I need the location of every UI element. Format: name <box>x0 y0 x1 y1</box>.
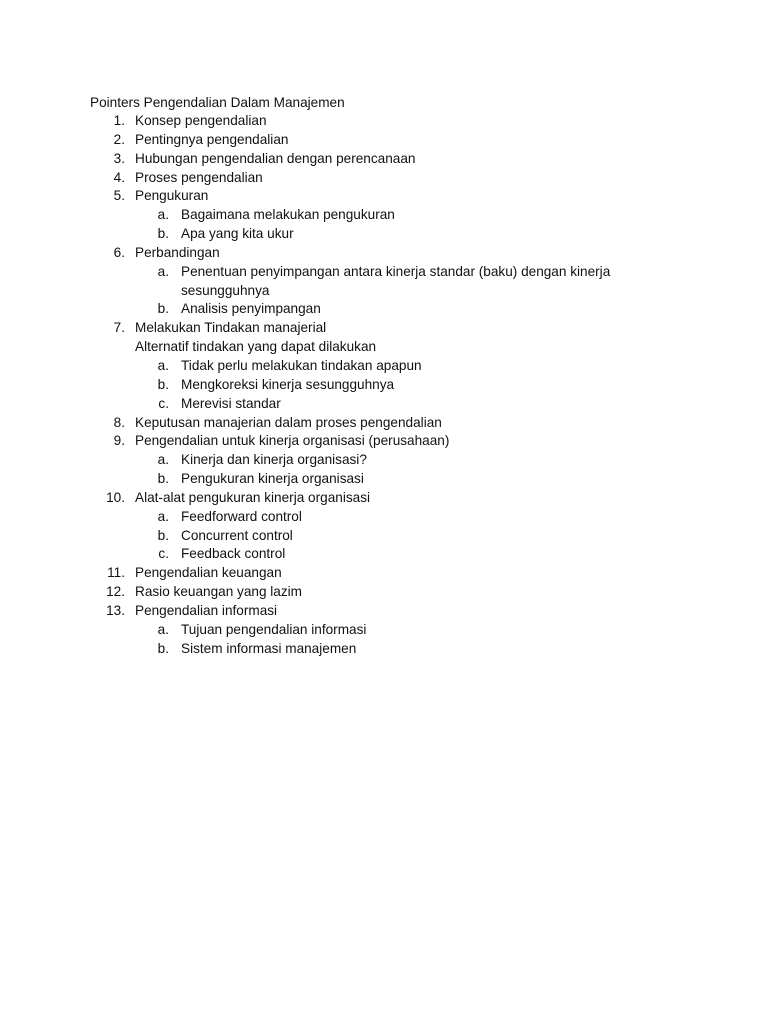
list-item-text: Melakukan Tindakan manajerial <box>135 320 327 336</box>
list-item <box>0 131 768 150</box>
sub-list-item <box>0 395 768 414</box>
list-item <box>0 169 768 188</box>
outline-list <box>0 112 768 658</box>
list-item-text: Feedforward control <box>181 508 302 524</box>
list-item-text: Rasio keuangan yang lazim <box>135 584 303 600</box>
list-item-text: Hubungan pengendalian dengan perencanaan <box>135 150 416 166</box>
list-item-text: Penentuan penyimpangan antara kinerja standar (baku) dengan kinerja <box>181 263 611 279</box>
list-marker: b. <box>157 301 169 317</box>
list-item-text: Pengendalian informasi <box>135 602 278 618</box>
list-marker: 6. <box>113 244 125 260</box>
list-item-text: Merevisi standar <box>181 395 281 411</box>
list-item <box>0 564 768 583</box>
list-item <box>0 583 768 602</box>
list-item-text: Alternatif tindakan yang dapat dilakukan <box>135 339 377 355</box>
list-marker: 4. <box>113 169 125 185</box>
list-marker: a. <box>157 357 169 373</box>
list-marker: c. <box>158 546 169 562</box>
list-item-text: sesungguhnya <box>181 282 270 298</box>
sub-list-item <box>0 470 768 489</box>
sub-list-item <box>0 621 768 640</box>
sub-list-item <box>0 545 768 564</box>
list-item-text: Pengukuran <box>135 188 209 204</box>
list-item-text: Konsep pengendalian <box>135 113 267 128</box>
list-item-text: Alat-alat pengukuran kinerja organisasi <box>135 489 371 505</box>
list-item-text: Pentingnya pengendalian <box>135 131 289 147</box>
list-item-text: Keputusan manajerian dalam proses pengendalian <box>135 414 442 430</box>
list-item <box>0 414 768 433</box>
sub-list-item <box>0 282 768 301</box>
list-item <box>0 602 768 621</box>
list-item <box>0 112 768 131</box>
list-marker: 2. <box>113 131 125 147</box>
list-marker: 8. <box>113 414 125 430</box>
list-item-text: Sistem informasi manajemen <box>181 640 357 656</box>
list-item-text: Concurrent control <box>181 527 293 543</box>
list-item-text: Analisis penyimpangan <box>181 301 321 317</box>
list-marker: b. <box>157 471 169 487</box>
list-marker: 13. <box>106 602 125 618</box>
list-item-text: Apa yang kita ukur <box>181 226 294 242</box>
list-marker: b. <box>157 527 169 543</box>
list-marker: 5. <box>113 188 125 204</box>
list-item <box>0 244 768 263</box>
list-marker: a. <box>157 452 169 468</box>
list-marker: a. <box>157 621 169 637</box>
list-item-text: Mengkoreksi kinerja sesungguhnya <box>181 376 395 392</box>
list-item-text: Pengukuran kinerja organisasi <box>181 471 364 487</box>
list-item <box>0 489 768 508</box>
list-item-text: Proses pengendalian <box>135 169 263 185</box>
document-title: Pointers Pengendalian Dalam Manajemen <box>90 95 345 110</box>
list-item-text: Pengendalian keuangan <box>135 565 282 581</box>
list-marker: a. <box>157 263 169 279</box>
list-marker: 9. <box>113 433 125 449</box>
list-item <box>0 319 768 338</box>
list-marker: b. <box>157 226 169 242</box>
sub-list-item <box>0 451 768 470</box>
list-item-text: Feedback control <box>181 546 286 562</box>
list-marker: 12. <box>106 584 125 600</box>
list-item <box>0 150 768 169</box>
sub-list-item <box>0 300 768 319</box>
list-marker: a. <box>157 207 169 223</box>
list-item <box>0 187 768 206</box>
list-marker: b. <box>157 376 169 392</box>
sub-list-item <box>0 640 768 659</box>
list-marker: 3. <box>113 150 125 166</box>
list-marker: b. <box>157 640 169 656</box>
sub-list-item <box>0 263 768 282</box>
list-item-text: Bagaimana melakukan pengukuran <box>181 207 395 223</box>
list-marker: 11. <box>107 565 125 581</box>
list-item-text: Kinerja dan kinerja organisasi? <box>181 452 367 468</box>
list-marker: 10. <box>106 489 125 505</box>
list-item <box>0 432 768 451</box>
list-item-text: Perbandingan <box>135 244 220 260</box>
sub-list-item <box>0 225 768 244</box>
sub-list-item <box>0 206 768 225</box>
list-marker: 7. <box>113 320 125 336</box>
list-item-text: Pengendalian untuk kinerja organisasi (perusahaan) <box>135 433 450 449</box>
sub-list-item <box>0 508 768 527</box>
list-marker: a. <box>157 508 169 524</box>
list-item <box>0 338 768 357</box>
list-item-text: Tidak perlu melakukan tindakan apapun <box>181 357 422 373</box>
sub-list-item <box>0 527 768 546</box>
sub-list-item <box>0 357 768 376</box>
sub-list-item <box>0 376 768 395</box>
list-item-text: Tujuan pengendalian informasi <box>181 621 367 637</box>
list-marker: c. <box>158 395 169 411</box>
list-marker: 1. <box>113 113 125 128</box>
